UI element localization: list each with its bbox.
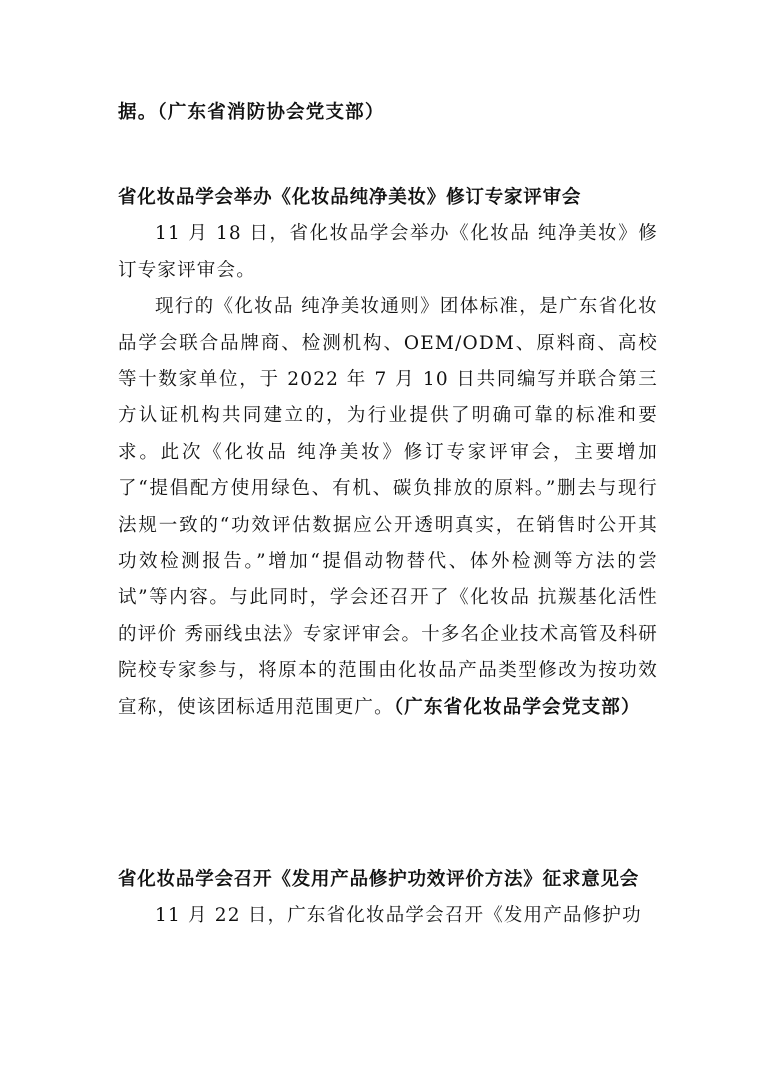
- article-paragraph: 11 月 18 日，省化妆品学会举办《化妆品 纯净美妆》修订专家评审会。: [118, 223, 658, 281]
- article-source: （广东省化妆品学会党支部）: [393, 696, 641, 718]
- article-title: 省化妆品学会举办《化妆品纯净美妆》修订专家评审会: [118, 187, 582, 208]
- article-paragraph: [118, 289, 658, 726]
- article-paragraph: 11 月 22 日，广东省化妆品学会召开《发用产品修护功: [155, 905, 642, 927]
- article-paragraph-text: 现行的《化妆品 纯净美妆通则》团体标准，是广东省化妆品学会联合品牌商、检测机构、OEM/ODM、原料商、高校等十数家单位，于 2022 年 7 月 10 日共同编写并联合第三方认证机构共同建立的，为行业提供了明确可靠的标准和要求。此次《化妆品 纯净美妆》修订专家评审会，主要增加了“提倡配方使用绿色、有机、碳负排放的原料。”删去与现行法规一致的“功效评估数据应公开透明真实，在销售时公开其功效检测报告。”增加“提倡动物替代、体外检测等方法的尝试”等内容。与此同时，学会还召开了《化妆品 抗羰基化活性的评价 秀丽线虫法》专家评审会。十多名企业技术高管及科研院校专家参与，将原本的范围由化妆品产品类型修改为按功效宣称，使该团标适用范围更广。: [118, 296, 658, 718]
- previous-article-fragment: [118, 95, 658, 131]
- previous-article-source: 据。（广东省消防协会党支部）: [118, 102, 385, 123]
- article-title: 省化妆品学会召开《发用产品修护功效评价方法》征求意见会: [118, 869, 640, 890]
- article-hair-repair-method: [118, 862, 658, 935]
- article-cosmetics-clean-beauty: [118, 180, 658, 726]
